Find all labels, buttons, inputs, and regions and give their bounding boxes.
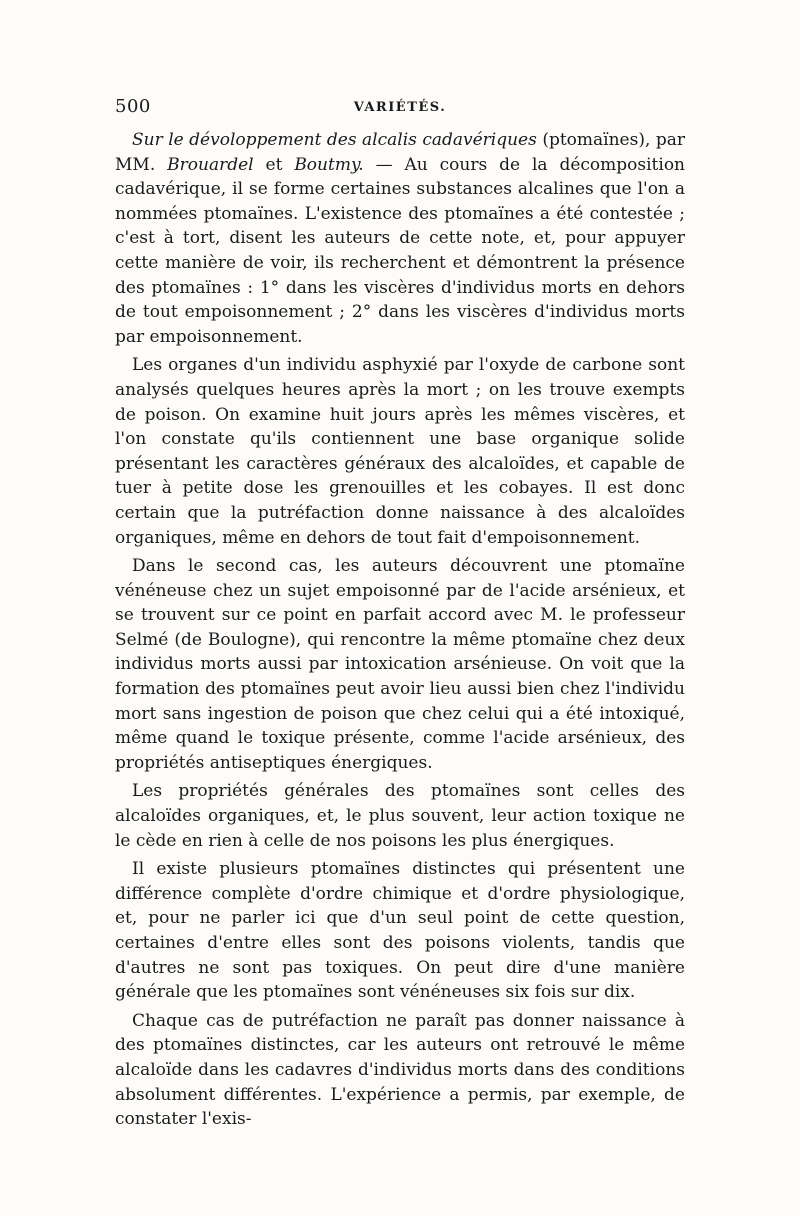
running-head [115, 96, 685, 124]
paragraph-4: Les propriétés générales des ptomaïnes sont celles des alcaloïdes organiques, et, le plus souvent, leur action toxique ne le cède en rien à celle de nos poisons les plus énergiques. [115, 781, 685, 851]
author-name: Boutmy. [294, 154, 364, 175]
paragraph-1-text: — Au cours de la décomposition cadavérique, il se forme certaines substances alcalines que l'on a nommées ptomaïnes. L'existence des ptomaïnes a été contestée ; c'est à tort, disent les auteurs de cette note, et, pour appuyer cette manière de voir, ils recherchent et démontrent la présence des ptomaïnes : 1° dans les viscères d'individus morts en dehors de tout empoisonnement ; 2° dans les viscères d'individus morts par empoisonnement. [115, 154, 686, 347]
article-title: Sur le dévoloppement des alcalis cadavériques [132, 130, 537, 150]
article-title-rest: (ptomaïnes), par MM. [115, 130, 685, 175]
author-name: Brouardel [167, 154, 254, 175]
author-conjunction: et [253, 154, 295, 175]
article-body [115, 128, 685, 1136]
paragraph-5: Il existe plusieurs ptomaïnes distinctes qui présentent une différence complète d'ordre chimique et d'ordre physiologique, et, pour ne parler ici que d'un seul point de cette question, certaines d'entre elles sont des poisons violents, tandis que d'autres ne sont pas toxiques. On peut dire d'une manière générale que les ptomaïnes sont vénéneuses six fois sur dix. [115, 859, 685, 1003]
paragraph-6: Chaque cas de putréfaction ne paraît pas donner naissance à des ptomaïnes distinctes, car les auteurs ont retrouvé le même alcaloïde dans les cadavres d'individus morts dans des conditions absolument différentes. L'expérience a permis, par exemple, de constater l'exis- [115, 1010, 685, 1130]
paragraph-2: Les organes d'un individu asphyxié par l'oxyde de carbone sont analysés quelques heures après la mort ; on les trouve exempts de poison. On examine huit jours après les mêmes viscères, et l'on constate qu'ils contiennent une base organique solide présentant les caractères généraux des alcaloïdes, et capable de tuer à petite dose les grenouilles et les cobayes. Il est donc certain que la putréfaction donne naissance à des alcaloïdes organiques, même en dehors de tout fait d'empoisonnement. [115, 355, 685, 548]
page-number: 500 [115, 96, 151, 117]
paragraph-3: Dans le second cas, les auteurs découvrent une ptomaïne vénéneuse chez un sujet empoisonné par de l'acide arsénieux, et se trouvent sur ce point en parfait accord avec M. le professeur Selmé (de Boulogne), qui rencontre la même ptomaïne chez deux individus morts aussi par intoxication arsénieuse. On voit que la formation des ptomaïnes peut avoir lieu aussi bien chez l'individu mort sans ingestion de poison que chez celui qui a été intoxiqué, même quand le toxique présente, comme l'acide arsénieux, des propriétés antiseptiques énergiques. [115, 556, 685, 773]
paragraph-1 [115, 128, 685, 349]
section-title: VARIÉTÉS. [353, 100, 447, 115]
